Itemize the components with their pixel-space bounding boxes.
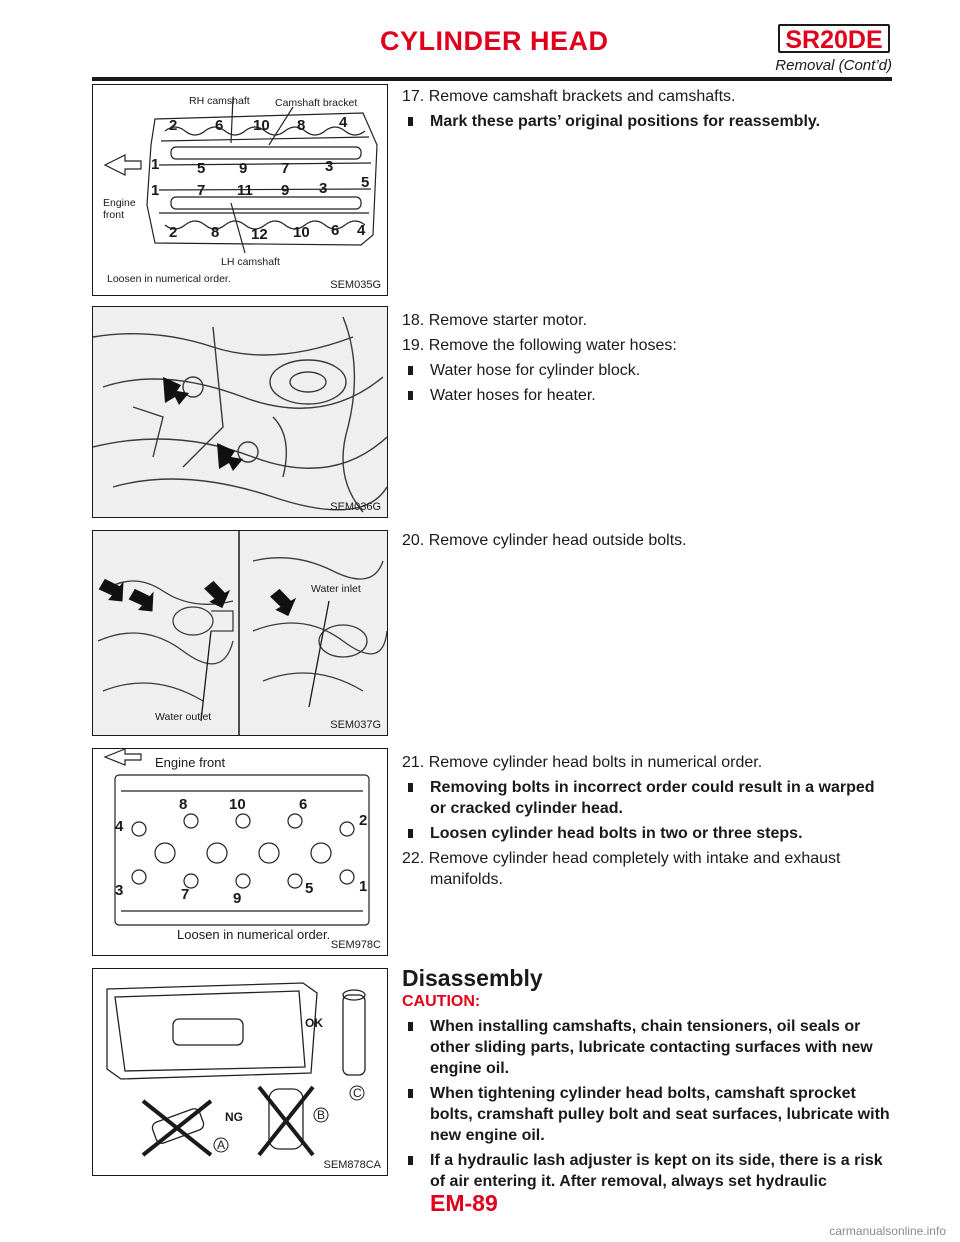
label-front: front [103,209,125,221]
step-21-note: Loosen cylinder head bolts in two or three steps. [402,823,890,844]
bolt-number: 7 [281,160,290,177]
label-ng: NG [225,1110,243,1124]
bolt-number: 10 [253,117,270,134]
label-engine-front: Engine front [155,755,226,770]
step-21-22-block [402,752,890,894]
step-19-item: Water hose for cylinder block. [402,360,890,381]
bolt-number: 4 [357,222,366,239]
label-rh-camshaft: RH camshaft [189,95,250,107]
caution-item: When installing camshafts, chain tensioners, oil seals or other sliding parts, lubricate contacting surfaces with new engine oil. [402,1016,890,1079]
label-loosen-order: Loosen in numerical order. [107,273,231,285]
bolt-number: 11 [237,182,253,199]
bolt-number: 1 [151,156,160,173]
bolt-number: 7 [197,182,206,199]
step-21: 21. Remove cylinder head bolts in numerical order. [402,754,763,771]
label-loosen-order: Loosen in numerical order. [177,927,331,942]
section-title: Disassembly [402,965,543,991]
bolt-number: 9 [239,160,248,177]
figure-camshaft-brackets [92,84,388,296]
bolt-number: 6 [299,796,308,813]
figure-code: SEM978C [330,939,381,951]
bolt-number: 12 [251,226,268,243]
label-engine: Engine [103,197,136,209]
bolt-number: 4 [115,818,124,835]
bolt-number: 5 [197,160,206,177]
label-lh-camshaft: LH camshaft [221,256,280,268]
bolt-number: 8 [297,117,306,134]
step-20: 20. Remove cylinder head outside bolts. [402,532,687,549]
step-17: 17. Remove camshaft brackets and camshafts. [402,88,736,105]
caution-list [402,1016,890,1196]
outside-bolts-illustration [93,531,387,735]
caution-heading: CAUTION: [402,993,481,1010]
page-subtitle: Removal (Cont’d) [775,57,892,74]
figure-water-hoses [92,306,388,518]
step-17-note: Mark these parts’ original positions for reassembly. [402,111,890,132]
bolt-number: 5 [361,174,370,191]
figure-outside-bolts [92,530,388,736]
bolt-number: 10 [293,224,310,241]
label-b: B [317,1108,326,1122]
figure-code: SEM037G [330,719,381,731]
label-camshaft-bracket: Camshaft bracket [275,97,358,109]
page-number: EM-89 [430,1190,498,1216]
label-ok: OK [305,1016,323,1030]
page-title: CYLINDER HEAD [380,26,609,56]
bolt-number: 3 [319,180,328,197]
bolt-number: 6 [331,222,340,239]
step-17-block [402,86,890,136]
bolt-number: 9 [281,182,290,199]
step-19: 19. Remove the following water hoses: [402,337,677,354]
head-bolt-diagram [93,749,387,955]
bolt-number: 1 [151,182,160,199]
bolt-number: 8 [179,796,188,813]
bolt-number: 5 [305,880,314,897]
caution-item: If a hydraulic lash adjuster is kept on its side, there is a risk of air entering it. After removal, always set hydraulic [402,1150,890,1192]
lash-adjuster-diagram [93,969,387,1175]
bolt-number: 7 [181,886,190,903]
bolt-number: 6 [215,117,224,134]
step-21-note: Removing bolts in incorrect order could result in a warped or cracked cylinder head. [402,777,890,819]
engine-photo-illustration [93,307,387,517]
bolt-number: 1 [359,878,368,895]
bolt-number: 2 [169,224,178,241]
figure-head-bolt-order [92,748,388,956]
label-c: C [353,1086,362,1100]
step-18: 18. Remove starter motor. [402,312,587,329]
label-water-inlet: Water inlet [311,583,361,595]
header-rule [92,77,892,81]
step-22: 22. Remove cylinder head completely with intake and exhaust manifolds. [402,850,841,888]
bolt-number: 3 [115,882,124,899]
bolt-number: 9 [233,890,242,907]
figure-code: SEM036G [330,501,381,513]
bolt-number: 10 [229,796,246,813]
step-18-19-block [402,310,890,410]
label-a: A [217,1138,226,1152]
bolt-number: 2 [169,117,178,134]
bolt-number: 3 [325,158,334,175]
bolt-number: 4 [339,114,348,131]
figure-code: SEM035G [330,279,381,291]
bolt-number: 2 [359,812,368,829]
label-water-outlet: Water outlet [155,711,212,723]
figure-code: SEM878CA [323,1159,381,1171]
figure-lash-adjuster [92,968,388,1176]
step-19-item: Water hoses for heater. [402,385,890,406]
bolt-number: 8 [211,224,220,241]
model-badge: SR20DE [778,24,890,53]
caution-item: When tightening cylinder head bolts, camshaft sprocket bolts, cramshaft pulley bolt and seat surfaces, lubricate with new engine oil. [402,1083,890,1146]
step-20-block [402,530,890,555]
watermark: carmanualsonline.info [829,1224,946,1238]
